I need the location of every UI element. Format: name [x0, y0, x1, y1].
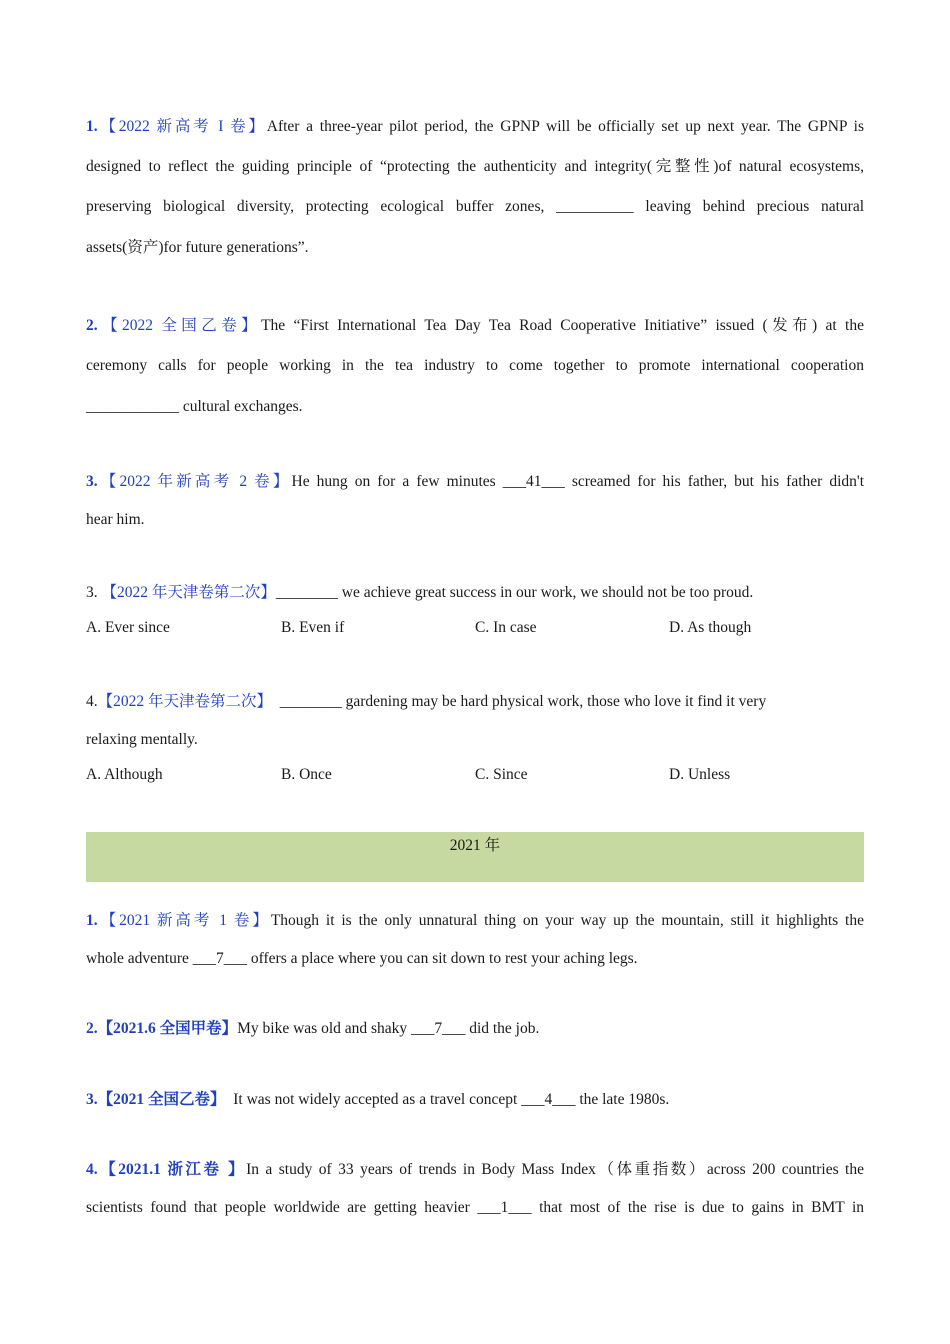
question-number: 4.: [86, 1161, 98, 1178]
question-line: [86, 692, 864, 712]
year-section-header: [86, 832, 864, 882]
question-number: 2.: [86, 1020, 98, 1037]
question-source: 【2022 年天津卷第二次】: [97, 693, 273, 710]
option-c: C. In case: [475, 619, 537, 636]
answer-blank: ___4___: [521, 1091, 576, 1108]
question-line: [86, 197, 864, 217]
option-d: D. As though: [669, 619, 752, 636]
question-line: [86, 117, 864, 137]
answer-blank: ___1___: [477, 1199, 532, 1216]
answer-blank: ___41___: [502, 473, 565, 490]
question-text: offers a place where you can sit down to rest your aching legs.: [250, 950, 638, 967]
question-text: that most of the rise is due to gains in BMT in: [539, 1199, 865, 1216]
question-source: 【2021.6 全国甲卷】: [97, 1020, 238, 1037]
question-line: designed to reflect the guiding principle of “protecting the authenticity and integrity(完整性)of natural ecosystems,: [86, 158, 864, 175]
year-section-label: 2021 年: [449, 837, 501, 854]
question-line: [86, 1160, 864, 1180]
question-line: [86, 316, 864, 336]
question-source: 【2022 年天津卷第二次】: [101, 584, 276, 601]
question-source: 【2021 全国乙卷】: [97, 1091, 226, 1108]
question-text: leaving behind precious natural: [645, 198, 865, 215]
option-a: A. Although: [86, 766, 163, 783]
question-text: cultural exchanges.: [182, 398, 303, 415]
question-text: did the job.: [469, 1020, 540, 1037]
question-text: My bike was old and shaky: [237, 1020, 408, 1037]
answer-blank: ________: [279, 693, 342, 710]
answer-blank: __________: [556, 198, 634, 215]
question-line: [86, 583, 864, 603]
answer-blank: ____________: [86, 398, 179, 415]
question-line: [86, 911, 864, 931]
question-text: He hung on for a few minutes: [291, 473, 496, 490]
option-c: C. Since: [475, 766, 528, 783]
question-line: assets(资产)for future generations”.: [86, 239, 309, 256]
question-line: relaxing mentally.: [86, 731, 198, 748]
question-text: whole adventure: [86, 950, 189, 967]
question-number: 3.: [86, 473, 98, 490]
answer-blank: ___7___: [192, 950, 247, 967]
question-text: screamed for his father, but his father didn't: [571, 473, 865, 490]
question-text: It was not widely accepted as a travel concept: [233, 1091, 518, 1108]
question-text: we achieve great success in our work, we should not be too proud.: [341, 584, 754, 601]
question-text: Though it is the only unnatural thing on your way up the mountain, still it highlights the: [270, 912, 864, 929]
question-line: [86, 949, 864, 969]
question-line: [86, 472, 864, 492]
question-number: 1.: [86, 912, 98, 929]
option-d: D. Unless: [669, 766, 731, 783]
question-line: ceremony calls for people working in the tea industry to come together to promote international cooperation: [86, 357, 864, 374]
question-number: 3.: [86, 1091, 98, 1108]
question-text: After a three-year pilot period, the GPNP will be officially set up next year. The GPNP is: [266, 118, 864, 135]
question-line: [86, 397, 864, 417]
question-number: 2.: [86, 317, 98, 334]
answer-blank: ________: [275, 584, 338, 601]
question-source: 【2022 年新高考 2 卷】: [97, 473, 292, 490]
question-source: 【2021 新高考 1 卷】: [97, 912, 271, 929]
question-number: 3.: [86, 584, 98, 601]
answer-blank: ___7___: [411, 1020, 466, 1037]
question-source: 【2022 新高考 I 卷】: [97, 118, 267, 135]
option-b: B. Even if: [281, 619, 345, 636]
option-b: B. Once: [281, 766, 332, 783]
question-text: In a study of 33 years of trends in Body Mass Index（体重指数）across 200 countries the: [246, 1161, 864, 1178]
question-text: The “First International Tea Day Tea Road Cooperative Initiative” issued (发布) at the: [261, 317, 864, 334]
question-number: 4.: [86, 693, 98, 710]
question-text: scientists found that people worldwide are getting heavier: [86, 1199, 470, 1216]
question-number: 1.: [86, 118, 98, 135]
question-text: the late 1980s.: [579, 1091, 670, 1108]
question-text: gardening may be hard physical work, those who love it find it very: [345, 693, 767, 710]
question-source: 【2022 全国乙卷】: [97, 317, 262, 334]
question-line: [86, 1198, 864, 1218]
question-line: [86, 1019, 864, 1039]
option-a: A. Ever since: [86, 619, 170, 636]
question-text: preserving biological diversity, protecting ecological buffer zones,: [86, 198, 545, 215]
question-source: 【2021.1 浙江卷 】: [97, 1161, 247, 1178]
question-line: hear him.: [86, 511, 145, 528]
question-line: [86, 1090, 864, 1110]
